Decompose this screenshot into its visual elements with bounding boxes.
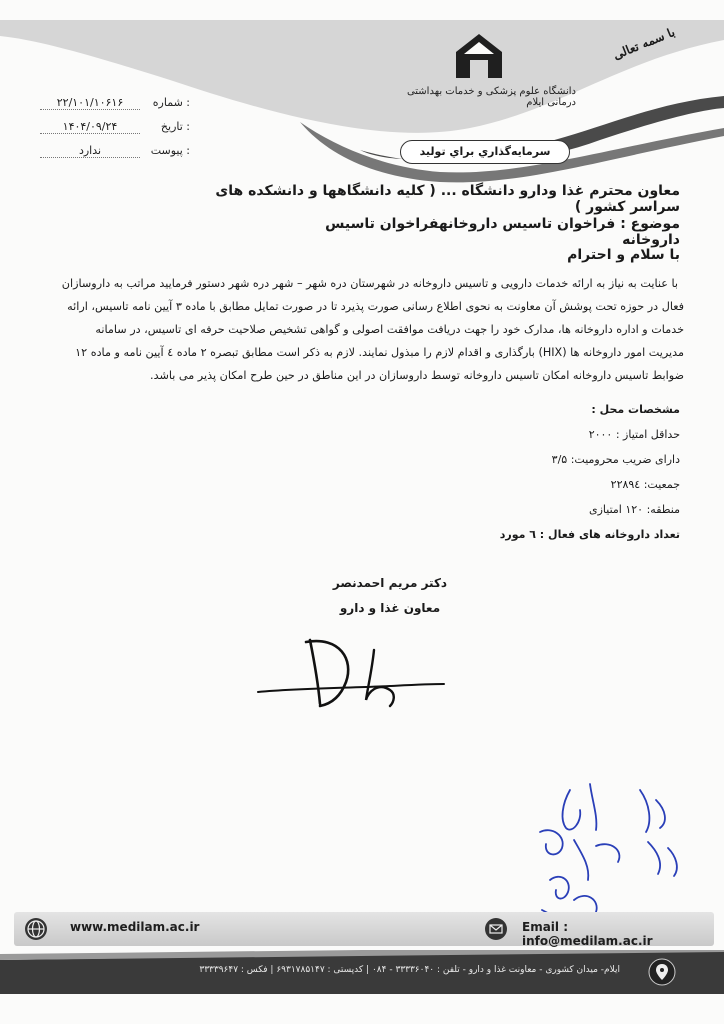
signer-name: دکتر مریم احمدنصر: [332, 576, 448, 590]
date-value: ۱۴۰۴/۰۹/۲۴: [40, 120, 140, 134]
slogan-text: سرمايه‌گذاري براي توليد: [419, 145, 551, 158]
body-line: فعال در حوزه تحت پوشش آن معاونت به نحوی اطلاع رسانی صورت پذیرد تا در صورت تمایل مطابق با ماده ۳ آیین نامه تاسیس، ارائه: [67, 300, 684, 313]
footer-dark-band: [0, 950, 724, 1004]
globe-icon: [24, 917, 48, 941]
website-link[interactable]: www.medilam.ac.ir: [70, 920, 200, 934]
spec-item: حداقل امتیاز : ۲۰۰۰: [588, 428, 680, 441]
location-specs: [420, 397, 680, 547]
subject-line: موضوع : فراخوان تاسیس داروخانهفراخوان تاسیس داروخانه: [325, 216, 680, 248]
greeting: با سلام و احترام: [567, 247, 680, 263]
number-label: شماره :: [152, 96, 190, 109]
number-value: ۲۲/۱۰۱/۱۰۶۱۶: [40, 96, 140, 110]
body-line: خدمات و اداره داروخانه ها، مدارک خود را جهت دریافت موافقت اصولی و گواهی تشخیص صلاحیت حرفه ای تاسیس، در سامانه: [95, 323, 684, 336]
bismillah-script: با سمه تعالی: [611, 24, 677, 63]
address-line: ایلام- میدان کشوری - معاونت غذا و دارو - تلفن : ۳۳۳۳۶۰۴۰ - ۰۸۴ | کدپستی : ۶۹۳۱۷۸۵۱۴۷ | فکس : ۳۳۳۳۹۶۴۷: [199, 965, 620, 975]
addressee: معاون محترم غذا ودارو دانشگاه ... ( کلیه دانشگاهها و دانشکده های سراسر کشور ): [215, 183, 680, 215]
signer-title: معاون غذا و دارو: [339, 601, 441, 615]
letter-body: [60, 272, 684, 387]
number-row: [40, 96, 190, 112]
spec-item: جمعیت: ۲۲۸۹٤: [610, 478, 680, 491]
slogan-banner: [400, 140, 570, 164]
signature-icon: [250, 630, 450, 720]
spec-item: منطقه: ۱۲۰ امتیازی: [589, 503, 680, 516]
email-icon: [484, 917, 508, 941]
date-row: [40, 120, 190, 136]
attachment-label: پیوست :: [150, 144, 190, 157]
email-address[interactable]: Email : info@medilam.ac.ir: [522, 920, 653, 948]
attachment-row: [40, 144, 190, 160]
spec-item: تعداد داروخانه های فعال : ٦ مورد: [499, 528, 680, 541]
body-line: مدیریت امور داروخانه ها (HIX) بارگذاری و اقدام لازم را مبذول نمایند. لازم به ذکر است مطابق تبصره ۲ ماده ٤ آیین نامه و ماده ۱۲: [75, 346, 684, 359]
body-line: با عنایت به نیاز به ارائه خدمات دارویی و تاسیس داروخانه در شهرستان دره شهر – شهر دره شهر دستور فرمایید مراتب به داروسازان: [61, 277, 678, 290]
body-line: ضوابط تاسیس داروخانه امکان تاسیس داروخانه توسط داروسازان در این مناطق در حین طرح امکان پذیر می باشد.: [150, 369, 684, 382]
attachment-value: ندارد: [40, 144, 140, 158]
location-pin-icon: [648, 958, 676, 986]
specs-title: مشخصات محل :: [591, 403, 680, 416]
date-label: تاریخ :: [160, 120, 190, 133]
university-logo-icon: [452, 32, 506, 80]
spec-item: دارای ضریب محرومیت: ۳/۵: [551, 453, 680, 466]
university-name: دانشگاه علوم پزشکی و خدمات بهداشتی درمانی ایلام: [406, 86, 576, 108]
